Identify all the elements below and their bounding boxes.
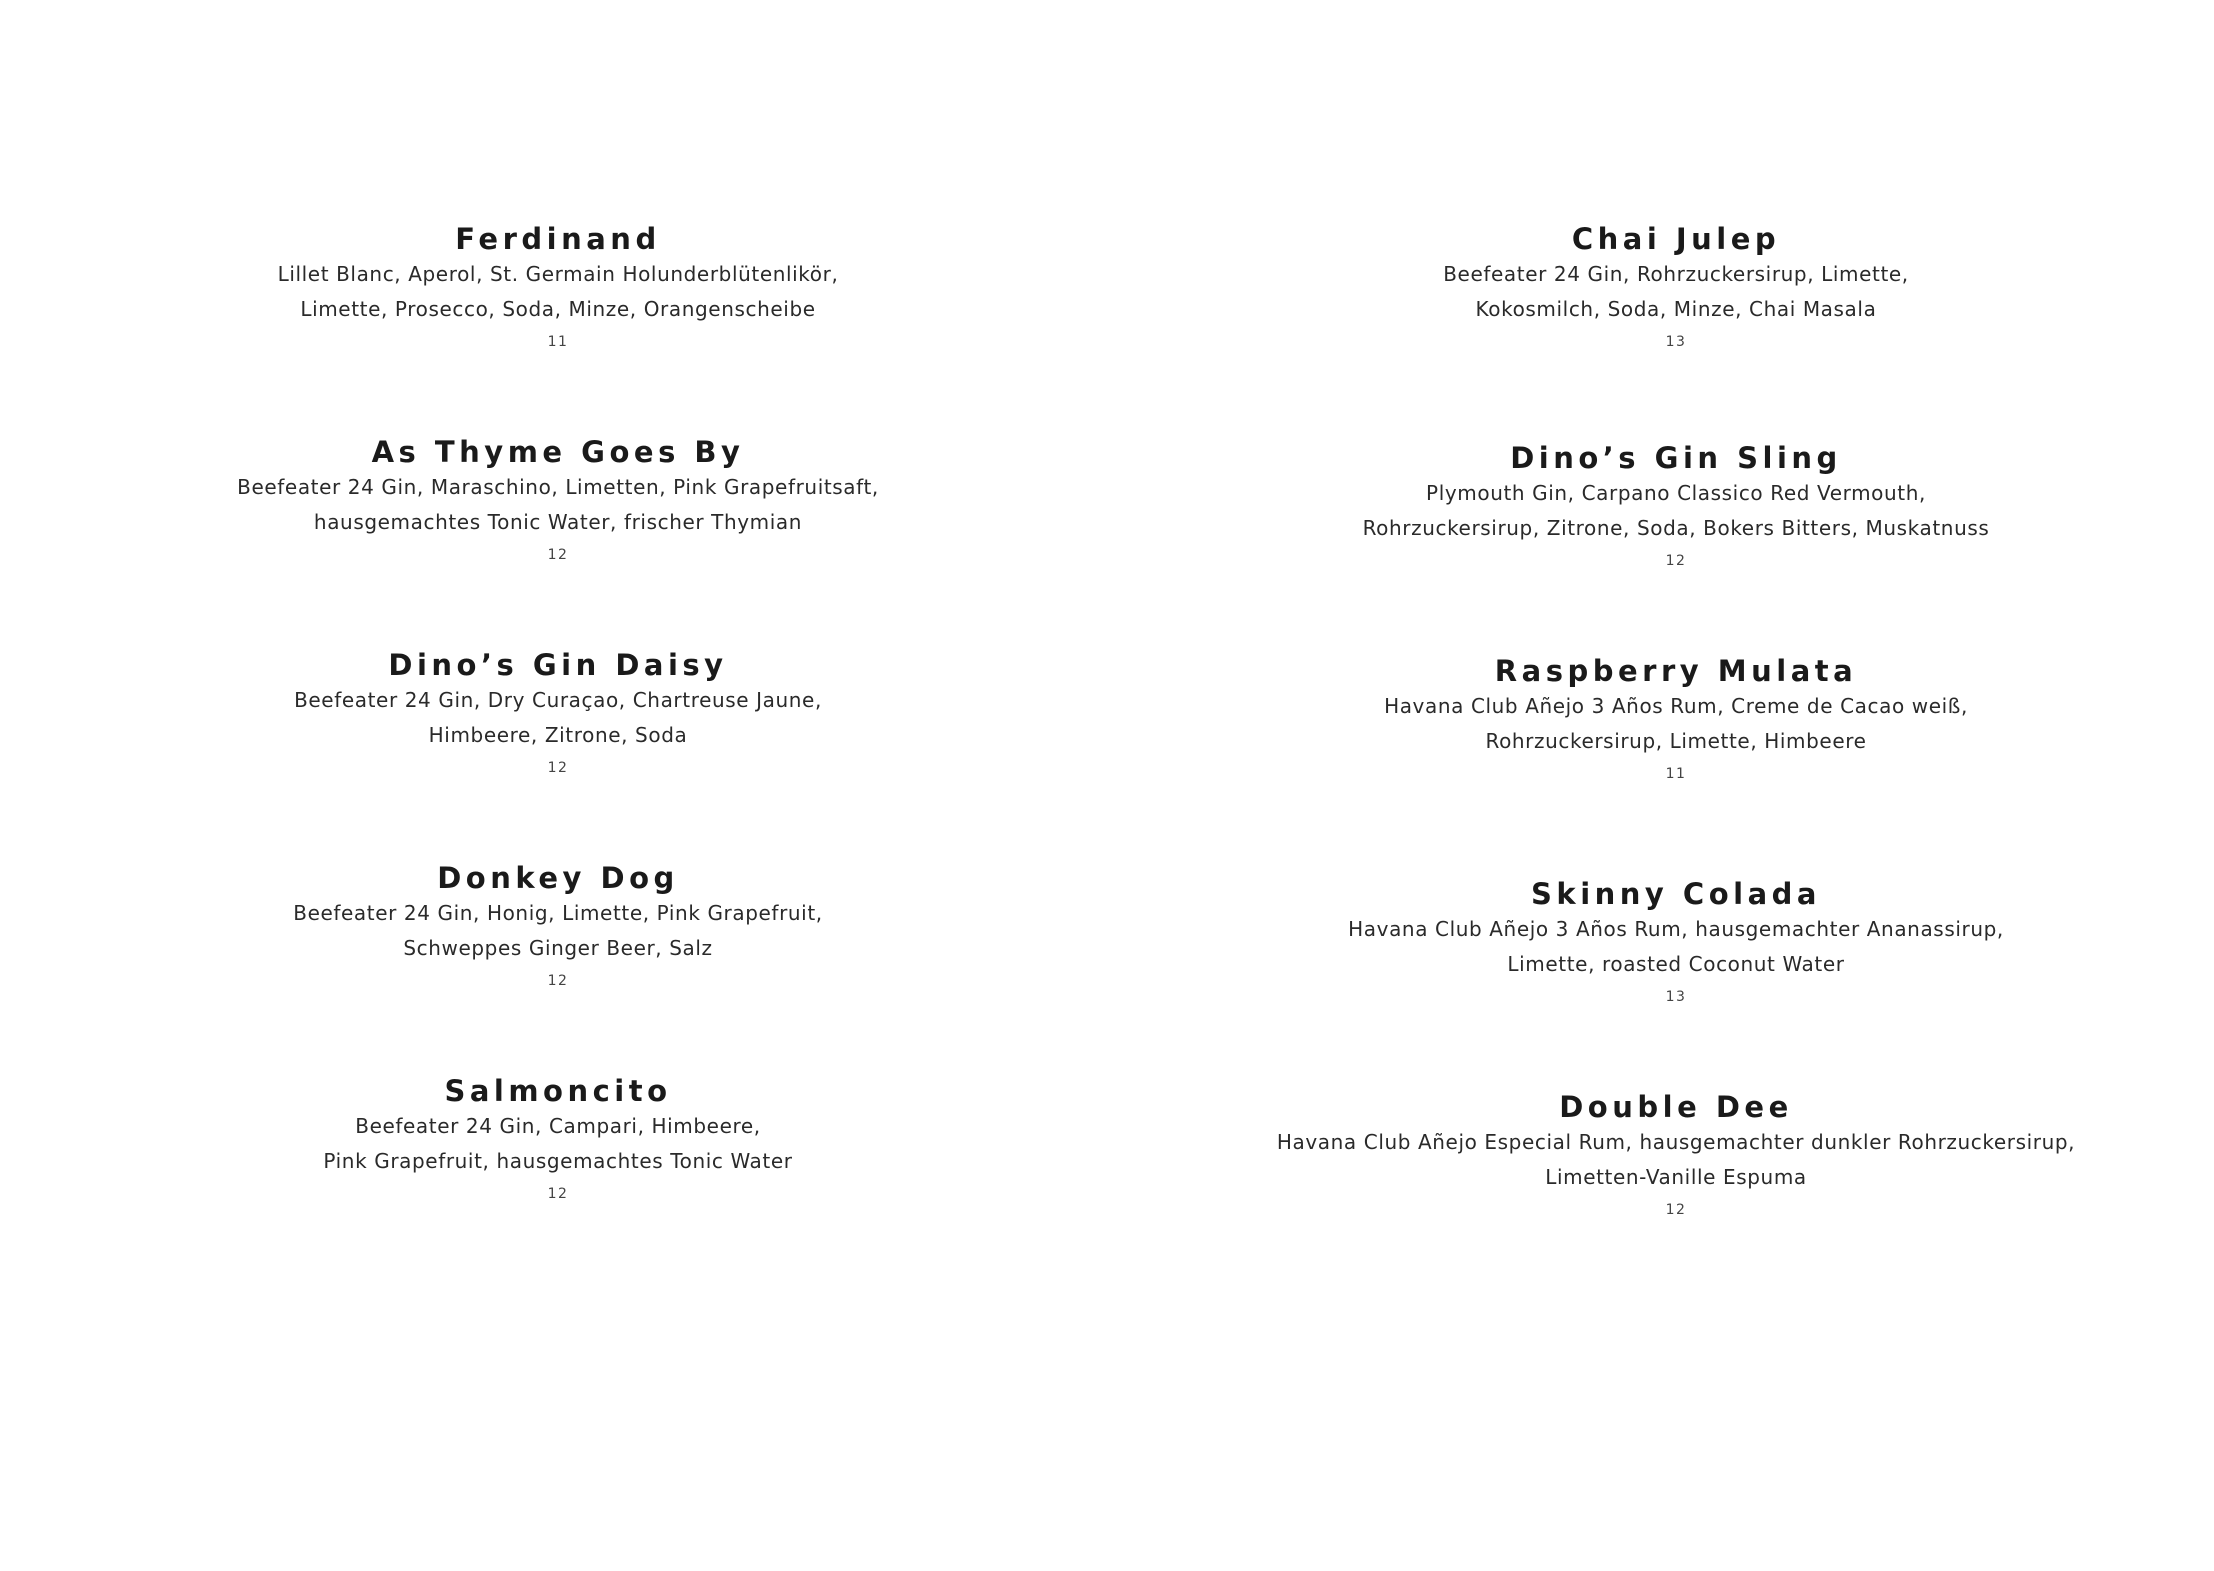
drink-price: 11: [1665, 766, 1687, 782]
drink-ingredients-line-1: Beefeater 24 Gin, Rohrzuckersirup, Limette,: [1443, 262, 1909, 286]
drink-ingredients-line-1: Havana Club Añejo 3 Años Rum, Creme de Cacao weiß,: [1384, 694, 1968, 718]
drink-name: As Thyme Goes By: [371, 435, 745, 469]
menu-item-chai-julep: [1226, 221, 2126, 357]
drink-ingredients-line-1: Plymouth Gin, Carpano Classico Red Vermouth,: [1426, 481, 1926, 505]
drink-price: 13: [1665, 334, 1687, 350]
drink-name: Donkey Dog: [437, 861, 679, 895]
drink-name: Salmoncito: [444, 1074, 672, 1108]
drink-ingredients-line-2: Himbeere, Zitrone, Soda: [428, 723, 688, 747]
drink-ingredients-line-2: Limette, Prosecco, Soda, Minze, Orangenscheibe: [300, 297, 816, 321]
drink-name: Ferdinand: [455, 222, 661, 256]
drink-ingredients-line-2: Rohrzuckersirup, Zitrone, Soda, Bokers Bitters, Muskatnuss: [1362, 516, 1990, 540]
drink-name: Skinny Colada: [1531, 877, 1821, 911]
right-menu-column: [1226, 0, 2126, 1571]
drink-price: 13: [1665, 989, 1687, 1005]
drink-price: 12: [1665, 553, 1687, 569]
drink-ingredients-line-2: Pink Grapefruit, hausgemachtes Tonic Water: [323, 1149, 793, 1173]
menu-item-donkey-dog: [108, 860, 1008, 996]
drink-ingredients-line-1: Lillet Blanc, Aperol, St. Germain Holunderblütenlikör,: [277, 262, 839, 286]
drink-name: Dino’s Gin Sling: [1510, 441, 1842, 475]
drink-price: 12: [547, 973, 569, 989]
drink-price: 12: [547, 547, 569, 563]
drink-ingredients-line-1: Havana Club Añejo 3 Años Rum, hausgemachter Ananassirup,: [1348, 917, 2004, 941]
drink-ingredients-line-2: Limetten-Vanille Espuma: [1545, 1165, 1807, 1189]
menu-item-skinny-colada: [1226, 876, 2126, 1012]
menu-item-double-dee: [1226, 1089, 2126, 1225]
drink-price: 12: [547, 1186, 569, 1202]
menu-item-raspberry-mulata: [1226, 653, 2126, 789]
menu-item-ferdinand: [108, 221, 1008, 357]
drink-ingredients-line-1: Havana Club Añejo Especial Rum, hausgemachter dunkler Rohrzuckersirup,: [1276, 1130, 2076, 1154]
drink-ingredients-line-1: Beefeater 24 Gin, Dry Curaçao, Chartreuse Jaune,: [294, 688, 822, 712]
drink-ingredients-line-2: Rohrzuckersirup, Limette, Himbeere: [1485, 729, 1867, 753]
menu-item-as-thyme-goes-by: [108, 434, 1008, 570]
menu-item-dinos-gin-daisy: [108, 647, 1008, 783]
drink-name: Double Dee: [1559, 1090, 1793, 1124]
menu-item-salmoncito: [108, 1073, 1008, 1209]
drink-ingredients-line-2: Limette, roasted Coconut Water: [1507, 952, 1845, 976]
drink-price: 12: [547, 760, 569, 776]
left-menu-column: [108, 0, 1008, 1571]
drink-ingredients-line-2: Schweppes Ginger Beer, Salz: [403, 936, 713, 960]
drink-price: 12: [1665, 1202, 1687, 1218]
drink-ingredients-line-1: Beefeater 24 Gin, Maraschino, Limetten, Pink Grapefruitsaft,: [237, 475, 879, 499]
drink-ingredients-line-2: hausgemachtes Tonic Water, frischer Thymian: [313, 510, 803, 534]
drink-ingredients-line-1: Beefeater 24 Gin, Honig, Limette, Pink Grapefruit,: [293, 901, 823, 925]
drink-ingredients-line-1: Beefeater 24 Gin, Campari, Himbeere,: [355, 1114, 761, 1138]
drink-name: Chai Julep: [1571, 222, 1781, 256]
drink-ingredients-line-2: Kokosmilch, Soda, Minze, Chai Masala: [1475, 297, 1877, 321]
menu-item-dinos-gin-sling: [1226, 440, 2126, 576]
drink-name: Raspberry Mulata: [1494, 654, 1858, 688]
drink-price: 11: [547, 334, 569, 350]
drink-name: Dino’s Gin Daisy: [388, 648, 728, 682]
